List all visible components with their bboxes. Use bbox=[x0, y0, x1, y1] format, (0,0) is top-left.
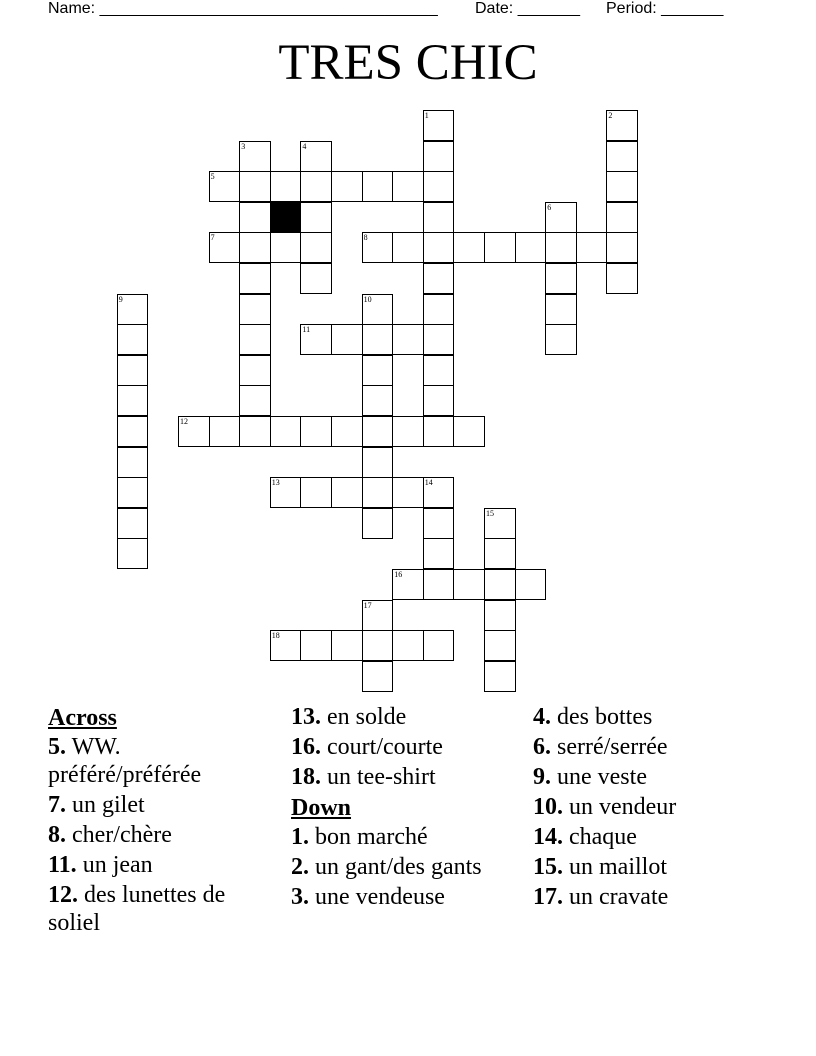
crossword-cell[interactable] bbox=[362, 477, 394, 508]
clue-number: 12. bbox=[48, 882, 78, 908]
crossword-cell[interactable] bbox=[423, 538, 455, 569]
crossword-cell[interactable] bbox=[117, 538, 149, 569]
clue-text: serré/serrée bbox=[551, 734, 668, 760]
clue-number: 1. bbox=[291, 824, 309, 850]
crossword-cell[interactable] bbox=[270, 630, 302, 661]
crossword-cell[interactable] bbox=[300, 202, 332, 233]
puzzle-title: TRES CHIC bbox=[278, 35, 538, 91]
crossword-cell[interactable] bbox=[545, 263, 577, 294]
crossword-cell[interactable] bbox=[362, 630, 394, 661]
crossword-cell[interactable] bbox=[362, 355, 394, 386]
clue-number: 15. bbox=[533, 854, 563, 880]
cell-number: 9 bbox=[118, 294, 123, 304]
clue-item bbox=[533, 823, 763, 851]
clue-item bbox=[48, 851, 278, 879]
crossword-cell[interactable] bbox=[300, 263, 332, 294]
clue-text: un gant/des gants bbox=[309, 854, 482, 880]
crossword-cell[interactable] bbox=[515, 569, 547, 600]
crossword-cell[interactable] bbox=[453, 416, 485, 447]
crossword-cell[interactable] bbox=[392, 569, 424, 600]
crossword-cell[interactable] bbox=[362, 447, 394, 478]
crossword-cell[interactable] bbox=[423, 324, 455, 355]
crossword-cell[interactable] bbox=[423, 294, 455, 325]
crossword-cell[interactable] bbox=[331, 630, 363, 661]
clue-text: un gilet bbox=[66, 792, 145, 818]
crossword-cell[interactable] bbox=[392, 324, 424, 355]
crossword-cell[interactable] bbox=[606, 202, 638, 233]
crossword-cell[interactable] bbox=[300, 232, 332, 263]
cell-number: 17 bbox=[363, 600, 372, 610]
crossword-cell[interactable] bbox=[300, 171, 332, 202]
cell-number: 13 bbox=[271, 478, 280, 488]
crossword-cell[interactable] bbox=[117, 385, 149, 416]
clue-item bbox=[533, 793, 763, 821]
crossword-cell[interactable] bbox=[117, 324, 149, 355]
crossword-cell[interactable] bbox=[331, 171, 363, 202]
clue-text: un maillot bbox=[563, 854, 667, 880]
clue-text: une vendeuse bbox=[309, 884, 445, 910]
crossword-cell[interactable] bbox=[545, 294, 577, 325]
clue-text: chaque bbox=[563, 824, 637, 850]
crossword-cell[interactable] bbox=[209, 232, 241, 263]
cell-number: 2 bbox=[608, 111, 613, 120]
black-cell bbox=[270, 202, 302, 233]
crossword-cell[interactable] bbox=[545, 232, 577, 263]
cell-number: 11 bbox=[302, 325, 311, 335]
clue-number: 14. bbox=[533, 824, 563, 850]
clue-text: une veste bbox=[551, 764, 647, 790]
crossword-cell[interactable] bbox=[239, 355, 271, 386]
crossword-cell[interactable] bbox=[423, 202, 455, 233]
crossword-cell[interactable] bbox=[484, 600, 516, 631]
clue-number: 13. bbox=[291, 704, 321, 730]
cell-number: 4 bbox=[302, 141, 307, 151]
clue-item bbox=[48, 821, 278, 849]
crossword-cell[interactable] bbox=[423, 355, 455, 386]
period-field[interactable]: Period: _______ bbox=[606, 0, 724, 17]
cell-number: 8 bbox=[363, 233, 368, 243]
crossword-cell[interactable] bbox=[606, 171, 638, 202]
crossword-cell[interactable] bbox=[484, 538, 516, 569]
crossword-cell[interactable] bbox=[576, 232, 608, 263]
crossword-cell[interactable] bbox=[423, 263, 455, 294]
crossword-cell[interactable] bbox=[117, 508, 149, 539]
crossword-cell[interactable] bbox=[423, 141, 455, 172]
cell-number: 3 bbox=[241, 141, 246, 151]
crossword-cell[interactable] bbox=[270, 232, 302, 263]
cell-number: 18 bbox=[271, 631, 280, 641]
crossword-cell[interactable] bbox=[392, 630, 424, 661]
clue-number: 8. bbox=[48, 822, 66, 848]
clue-item bbox=[533, 703, 763, 731]
clue-column-2 bbox=[291, 703, 521, 913]
crossword-cell[interactable] bbox=[484, 232, 516, 263]
clue-text: des lunettes de soliel bbox=[48, 882, 226, 936]
crossword-cell[interactable] bbox=[239, 294, 271, 325]
crossword-cell[interactable] bbox=[392, 232, 424, 263]
cell-number: 7 bbox=[210, 233, 215, 243]
clue-text: bon marché bbox=[309, 824, 428, 850]
crossword-cell[interactable] bbox=[300, 477, 332, 508]
crossword-cell[interactable] bbox=[515, 232, 547, 263]
crossword-cell[interactable] bbox=[392, 477, 424, 508]
clue-item bbox=[291, 823, 521, 851]
crossword-cell[interactable] bbox=[392, 416, 424, 447]
clue-item bbox=[48, 881, 278, 937]
crossword-cell[interactable] bbox=[239, 263, 271, 294]
clue-item bbox=[291, 703, 521, 731]
clue-text: WW. préféré/préférée bbox=[48, 734, 202, 788]
clue-text: cher/chère bbox=[66, 822, 172, 848]
clue-number: 16. bbox=[291, 734, 321, 760]
crossword-cell[interactable] bbox=[362, 385, 394, 416]
clue-column-1 bbox=[48, 703, 278, 939]
clue-number: 3. bbox=[291, 884, 309, 910]
crossword-cell[interactable] bbox=[270, 171, 302, 202]
crossword-cell[interactable] bbox=[117, 416, 149, 447]
crossword-cell[interactable] bbox=[239, 171, 271, 202]
crossword-cell[interactable] bbox=[331, 477, 363, 508]
crossword-cell[interactable] bbox=[484, 569, 516, 600]
crossword-cell[interactable] bbox=[423, 110, 455, 141]
clue-text: des bottes bbox=[551, 704, 653, 730]
cell-number: 14 bbox=[424, 478, 433, 488]
cell-number: 5 bbox=[210, 172, 215, 182]
crossword-cell[interactable] bbox=[453, 232, 485, 263]
crossword-cell[interactable] bbox=[239, 141, 271, 172]
crossword-cell[interactable] bbox=[423, 416, 455, 447]
crossword-cell[interactable] bbox=[606, 141, 638, 172]
crossword-cell[interactable] bbox=[484, 630, 516, 661]
crossword-cell[interactable] bbox=[209, 416, 241, 447]
crossword-cell[interactable] bbox=[209, 171, 241, 202]
clue-item bbox=[291, 883, 521, 911]
crossword-cell[interactable] bbox=[331, 416, 363, 447]
crossword-cell[interactable] bbox=[606, 110, 638, 141]
crossword-cell[interactable] bbox=[362, 324, 394, 355]
crossword-cell[interactable] bbox=[423, 171, 455, 202]
crossword-cell[interactable] bbox=[362, 416, 394, 447]
crossword-cell[interactable] bbox=[423, 232, 455, 263]
clue-number: 4. bbox=[533, 704, 551, 730]
clue-item bbox=[533, 883, 763, 911]
crossword-cell[interactable] bbox=[300, 416, 332, 447]
crossword-cell[interactable] bbox=[545, 324, 577, 355]
crossword-cell[interactable] bbox=[362, 232, 394, 263]
cell-number: 6 bbox=[547, 202, 552, 212]
crossword-cell[interactable] bbox=[362, 661, 394, 692]
clue-number: 17. bbox=[533, 884, 563, 910]
crossword-cell[interactable] bbox=[117, 447, 149, 478]
clue-item bbox=[48, 733, 278, 789]
crossword-cell[interactable] bbox=[362, 508, 394, 539]
clue-text: un vendeur bbox=[563, 794, 677, 820]
crossword-cell[interactable] bbox=[300, 141, 332, 172]
crossword-cell[interactable] bbox=[300, 324, 332, 355]
crossword-cell[interactable] bbox=[239, 202, 271, 233]
crossword-cell[interactable] bbox=[362, 294, 394, 325]
crossword-cell[interactable] bbox=[239, 385, 271, 416]
date-field[interactable]: Date: _______ bbox=[475, 0, 580, 17]
cell-number: 16 bbox=[394, 570, 403, 579]
clue-item bbox=[291, 853, 521, 881]
clue-text: un cravate bbox=[563, 884, 669, 910]
crossword-cell[interactable] bbox=[423, 630, 455, 661]
crossword-cell[interactable] bbox=[484, 508, 516, 539]
crossword-cell[interactable] bbox=[270, 416, 302, 447]
cell-number: 1 bbox=[424, 111, 429, 120]
clue-item bbox=[291, 733, 521, 761]
clue-number: 6. bbox=[533, 734, 551, 760]
clue-number: 9. bbox=[533, 764, 551, 790]
crossword-cell[interactable] bbox=[362, 600, 394, 631]
crossword-cell[interactable] bbox=[606, 232, 638, 263]
clue-number: 11. bbox=[48, 852, 77, 878]
crossword-cell[interactable] bbox=[331, 324, 363, 355]
name-field[interactable]: Name: ______________________________________ bbox=[48, 0, 438, 17]
crossword-cell[interactable] bbox=[239, 416, 271, 447]
clue-text: un tee-shirt bbox=[321, 764, 436, 790]
crossword-cell[interactable] bbox=[545, 202, 577, 233]
crossword-cell[interactable] bbox=[484, 661, 516, 692]
crossword-cell[interactable] bbox=[423, 508, 455, 539]
clue-number: 7. bbox=[48, 792, 66, 818]
down-heading: Down bbox=[291, 795, 352, 821]
crossword-cell[interactable] bbox=[300, 630, 332, 661]
clue-item bbox=[48, 791, 278, 819]
crossword-cell[interactable] bbox=[117, 294, 149, 325]
clue-number: 10. bbox=[533, 794, 563, 820]
crossword-cell[interactable] bbox=[453, 569, 485, 600]
crossword-cell[interactable] bbox=[117, 477, 149, 508]
cell-number: 15 bbox=[486, 508, 494, 518]
clue-text: court/courte bbox=[321, 734, 443, 760]
across-heading: Across bbox=[48, 705, 117, 731]
clue-number: 5. bbox=[48, 734, 66, 760]
crossword-cell[interactable] bbox=[178, 416, 210, 447]
cell-number: 10 bbox=[363, 294, 372, 304]
crossword-cell[interactable] bbox=[423, 385, 455, 416]
crossword-cell[interactable] bbox=[362, 171, 394, 202]
clue-number: 2. bbox=[291, 854, 309, 880]
crossword-cell[interactable] bbox=[239, 324, 271, 355]
crossword-cell[interactable] bbox=[117, 355, 149, 386]
crossword-cell[interactable] bbox=[392, 171, 424, 202]
crossword-cell[interactable] bbox=[423, 477, 455, 508]
clue-item bbox=[533, 853, 763, 881]
cell-number: 12 bbox=[180, 417, 188, 426]
clue-text: un jean bbox=[76, 852, 153, 878]
crossword-cell[interactable] bbox=[606, 263, 638, 294]
crossword-cell[interactable] bbox=[239, 232, 271, 263]
clue-column-3 bbox=[533, 703, 763, 913]
clue-number: 18. bbox=[291, 764, 321, 790]
clue-item bbox=[533, 733, 763, 761]
clue-item bbox=[533, 763, 763, 791]
crossword-cell[interactable] bbox=[423, 569, 455, 600]
clue-item bbox=[291, 763, 521, 791]
clue-text: en solde bbox=[321, 704, 407, 730]
crossword-cell[interactable] bbox=[270, 477, 302, 508]
